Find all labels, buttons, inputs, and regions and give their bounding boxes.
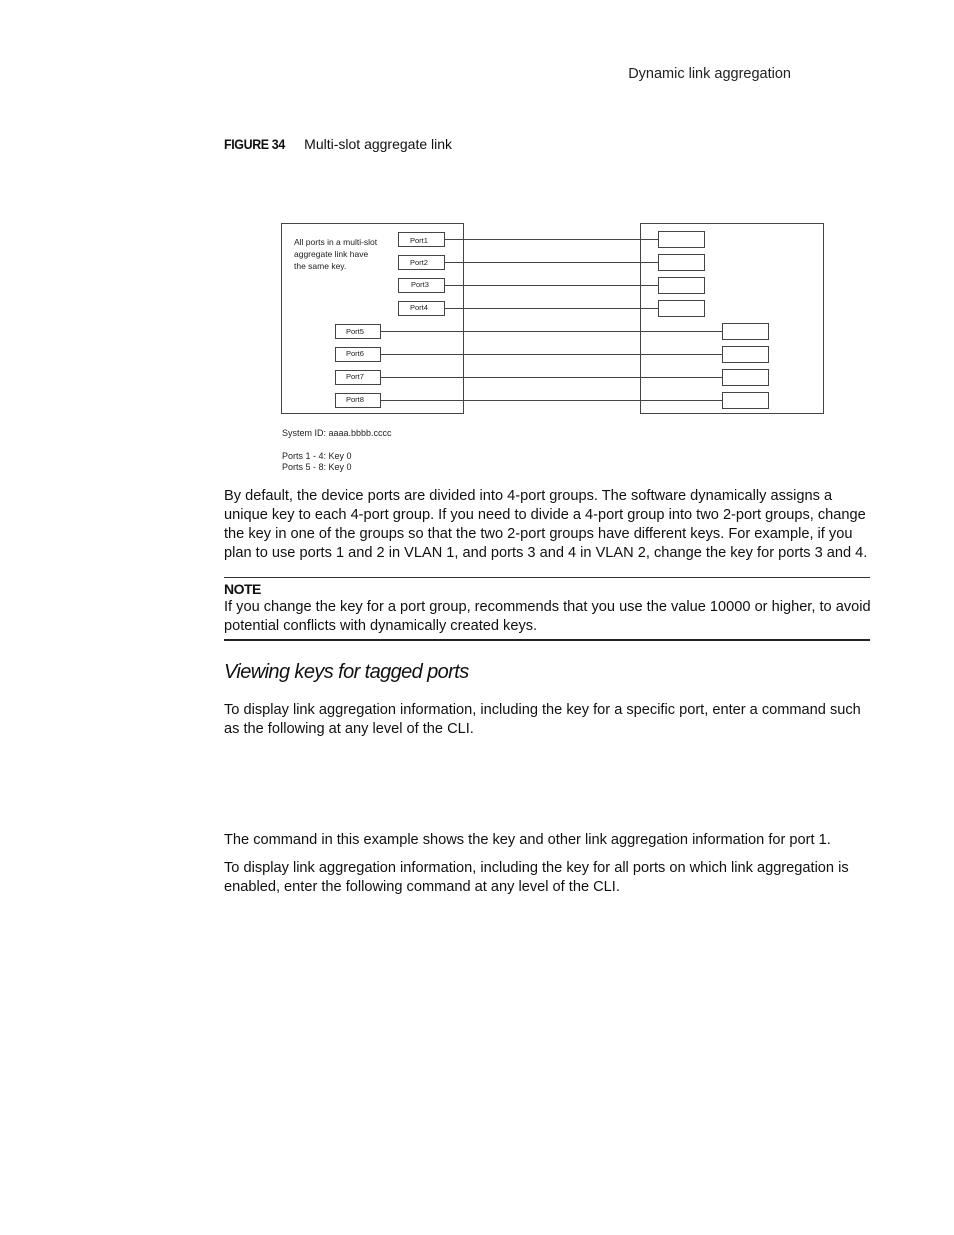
diagram-annotation-line-1: All ports in a multi-slot: [294, 237, 378, 247]
diagram-annotation-line-2: aggregate link have: [294, 249, 369, 259]
body-paragraph-4: To display link aggregation information, including the key for all ports on which link aggregation is enabled, enter the following command at any level of the CLI.: [224, 860, 849, 895]
left-port4-label: Port4: [410, 303, 428, 312]
left-port7-label: Port7: [346, 372, 364, 381]
figure-caption: [224, 136, 452, 152]
note-label: NOTE: [224, 581, 261, 597]
left-port5-label: Port5: [346, 327, 364, 336]
left-port2-label: Port2: [410, 258, 428, 267]
left-port3-label: Port3: [411, 280, 429, 289]
section-heading: Viewing keys for tagged ports: [224, 661, 469, 683]
figure-title: Multi-slot aggregate link: [304, 136, 453, 152]
right-port4-box: [659, 301, 705, 317]
key-line-2: Ports 5 - 8: Key 0: [282, 462, 352, 472]
body-paragraph-3: The command in this example shows the key and other link aggregation information for port 1.: [224, 832, 831, 848]
aggregate-link-diagram: [278, 220, 828, 420]
figure-label: FIGURE 34: [224, 137, 285, 152]
left-port1-label: Port1: [410, 236, 428, 245]
running-header: Dynamic link aggregation: [628, 66, 791, 82]
right-port1-box: [659, 232, 705, 248]
right-port7-box: [723, 370, 769, 386]
note-text: If you change the key for a port group, recommends that you use the value 10000 or higher, to avoid potential conflicts with dynamically created keys.: [224, 599, 871, 634]
diagram-svg: [278, 220, 828, 420]
system-id-text: System ID: aaaa.bbbb.cccc: [282, 428, 392, 438]
body-paragraph-1: By default, the device ports are divided into 4-port groups. The software dynamically assigns a unique key to each 4-port group. If you need to divide a 4-port group into two 2-port groups, change the key in one of the groups so that the two 2-port groups have different keys. For example, if you plan to use ports 1 and 2 in VLAN 1, and ports 3 and 4 in VLAN 2, change the key for ports 3 and 4.: [224, 488, 868, 561]
right-port2-box: [659, 255, 705, 271]
right-port3-box: [659, 278, 705, 294]
body-paragraph-2: To display link aggregation information, including the key for a specific port, enter a command such as the following at any level of the CLI.: [224, 702, 861, 737]
right-port5-box: [723, 324, 769, 340]
key-line-1: Ports 1 - 4: Key 0: [282, 451, 352, 461]
right-port6-box: [723, 347, 769, 363]
right-port8-box: [723, 393, 769, 409]
left-port8-label: Port8: [346, 395, 364, 404]
diagram-annotation-line-3: the same key.: [294, 261, 347, 271]
note-top-rule: [224, 577, 870, 578]
left-port6-label: Port6: [346, 349, 364, 358]
note-bottom-rule: [224, 639, 870, 641]
